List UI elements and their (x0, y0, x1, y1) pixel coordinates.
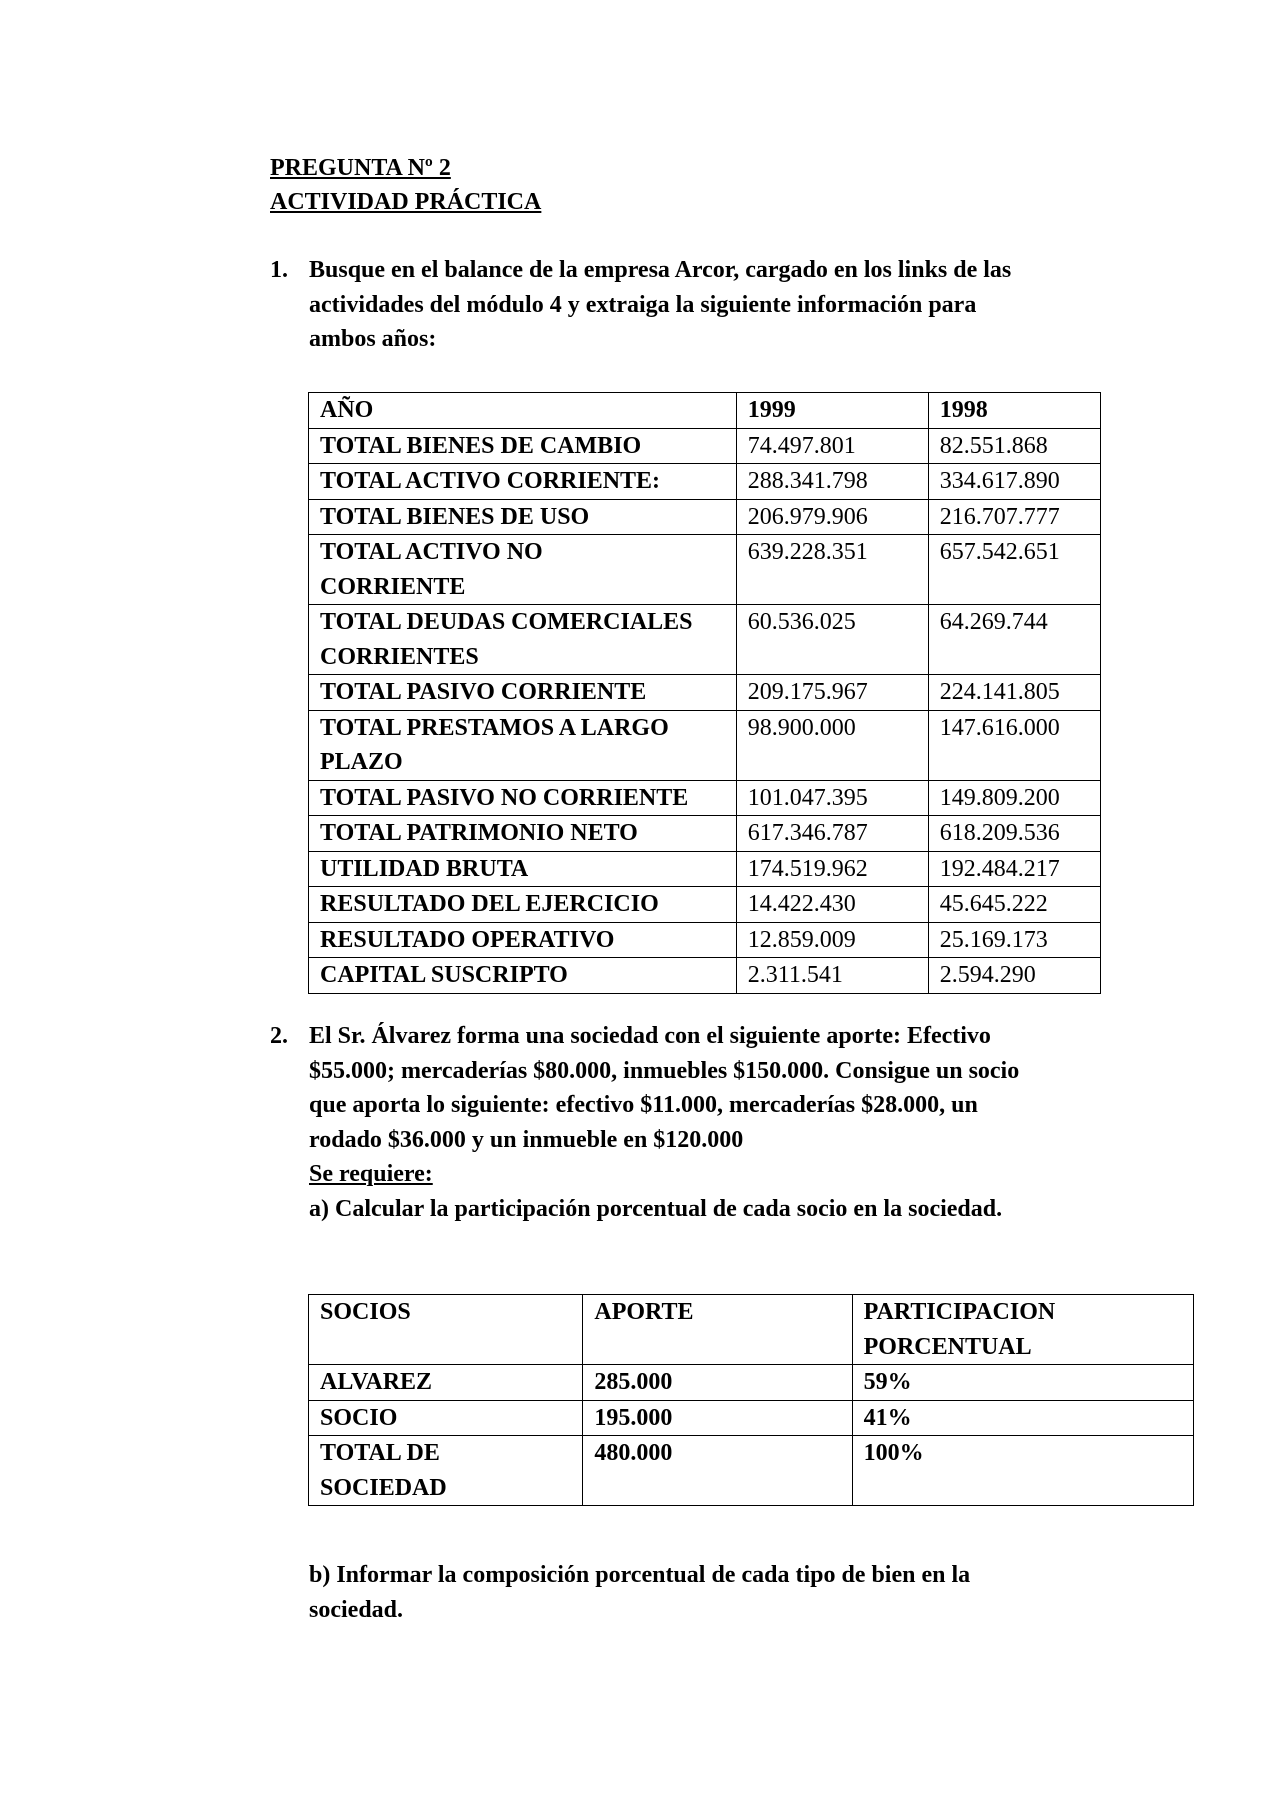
table-row (309, 428, 1101, 464)
table-row (309, 1436, 1194, 1506)
value-1999: 206.979.906 (736, 499, 928, 535)
part-b-line: sociedad. (309, 1596, 404, 1623)
socio-aporte: 195.000 (583, 1400, 852, 1436)
part-b-line: b) Informar la composición porcentual de cada tipo de bien en la (309, 1562, 971, 1588)
socio-name: ALVAREZ (309, 1365, 583, 1401)
value-1998: 25.169.173 (928, 922, 1100, 958)
value-1999: 617.346.787 (736, 816, 928, 852)
row-label: CAPITAL SUSCRIPTO (309, 958, 737, 994)
table-row (309, 780, 1101, 816)
value-1999: 98.900.000 (736, 710, 928, 780)
value-1998: 45.645.222 (928, 887, 1100, 923)
value-1999: 101.047.395 (736, 780, 928, 816)
table-row (309, 1400, 1194, 1436)
question-1 (270, 253, 1130, 357)
table-row (309, 1365, 1194, 1401)
value-1999: 209.175.967 (736, 675, 928, 711)
value-1998: 147.616.000 (928, 710, 1100, 780)
value-1999: 14.422.430 (736, 887, 928, 923)
row-label: RESULTADO DEL EJERCICIO (309, 887, 737, 923)
heading-activity: ACTIVIDAD PRÁCTICA (270, 189, 542, 215)
balance-table-header (309, 393, 1101, 429)
row-label: RESULTADO OPERATIVO (309, 922, 737, 958)
value-1999: 174.519.962 (736, 851, 928, 887)
table-row (309, 499, 1101, 535)
socio-participacion: 100% (852, 1436, 1193, 1506)
table-row (309, 710, 1101, 780)
socio-participacion: 41% (852, 1400, 1193, 1436)
socios-table (308, 1294, 1194, 1506)
value-1999: 2.311.541 (736, 958, 928, 994)
question-2 (270, 1019, 1130, 1226)
value-1998: 618.209.536 (928, 816, 1100, 852)
part-a-text: a) Calcular la participación porcentual de cada socio en la sociedad. (309, 1195, 1003, 1222)
socio-aporte: 480.000 (583, 1436, 852, 1506)
header-cell-1999: 1999 (736, 393, 928, 429)
table-row (309, 675, 1101, 711)
row-label: TOTAL PASIVO CORRIENTE (309, 675, 737, 711)
socio-participacion: 59% (852, 1365, 1193, 1401)
header-cell-socios: SOCIOS (309, 1295, 583, 1365)
table-row (309, 851, 1101, 887)
question-2-line: rodado $36.000 y un inmueble en $120.000 (309, 1126, 744, 1153)
value-1999: 639.228.351 (736, 535, 928, 605)
question-2-number: 2. (270, 1023, 288, 1049)
value-1998: 64.269.744 (928, 605, 1100, 675)
table-row (309, 922, 1101, 958)
header-cell-aporte: APORTE (583, 1295, 852, 1365)
value-1998: 657.542.651 (928, 535, 1100, 605)
row-label: TOTAL ACTIVO CORRIENTE: (309, 464, 737, 500)
value-1998: 216.707.777 (928, 499, 1100, 535)
table-row (309, 464, 1101, 500)
header-cell-1998: 1998 (928, 393, 1100, 429)
table-row (309, 535, 1101, 605)
heading-question: PREGUNTA Nº 2 (270, 155, 451, 181)
header-cell-year: AÑO (309, 393, 737, 429)
socio-name: SOCIO (309, 1400, 583, 1436)
table-row (309, 958, 1101, 994)
row-label: TOTAL PASIVO NO CORRIENTE (309, 780, 737, 816)
question-1-line: Busque en el balance de la empresa Arcor, cargado en los links de las (309, 257, 1012, 283)
row-label: UTILIDAD BRUTA (309, 851, 737, 887)
row-label: TOTAL BIENES DE USO (309, 499, 737, 535)
row-label: TOTAL ACTIVO NO CORRIENTE (309, 535, 737, 605)
row-label: TOTAL DEUDAS COMERCIALES CORRIENTES (309, 605, 737, 675)
table-row (309, 887, 1101, 923)
value-1999: 60.536.025 (736, 605, 928, 675)
value-1998: 192.484.217 (928, 851, 1100, 887)
question-2-line: $55.000; mercaderías $80.000, inmuebles $150.000. Consigue un socio (309, 1057, 1020, 1084)
balance-table (308, 392, 1101, 994)
value-1999: 12.859.009 (736, 922, 928, 958)
question-1-number: 1. (270, 257, 288, 283)
socio-aporte: 285.000 (583, 1365, 852, 1401)
value-1998: 149.809.200 (928, 780, 1100, 816)
socio-name: TOTAL DE SOCIEDAD (309, 1436, 583, 1506)
value-1998: 2.594.290 (928, 958, 1100, 994)
question-1-line: actividades del módulo 4 y extraiga la siguiente información para (309, 291, 977, 318)
question-2-line: El Sr. Álvarez forma una sociedad con el siguiente aporte: Efectivo (309, 1023, 991, 1049)
part-b (270, 1558, 1130, 1627)
question-1-line: ambos años: (309, 326, 437, 352)
se-requiere-label: Se requiere: (309, 1161, 433, 1187)
question-2-line: que aporta lo siguiente: efectivo $11.000, mercaderías $28.000, un (309, 1092, 978, 1118)
row-label: TOTAL PATRIMONIO NETO (309, 816, 737, 852)
row-label: TOTAL BIENES DE CAMBIO (309, 428, 737, 464)
value-1998: 224.141.805 (928, 675, 1100, 711)
value-1998: 82.551.868 (928, 428, 1100, 464)
socios-table-header (309, 1295, 1194, 1365)
row-label: TOTAL PRESTAMOS A LARGO PLAZO (309, 710, 737, 780)
value-1999: 74.497.801 (736, 428, 928, 464)
table-row (309, 605, 1101, 675)
table-row (309, 816, 1101, 852)
header-cell-participacion: PARTICIPACION PORCENTUAL (852, 1295, 1193, 1365)
value-1998: 334.617.890 (928, 464, 1100, 500)
value-1999: 288.341.798 (736, 464, 928, 500)
